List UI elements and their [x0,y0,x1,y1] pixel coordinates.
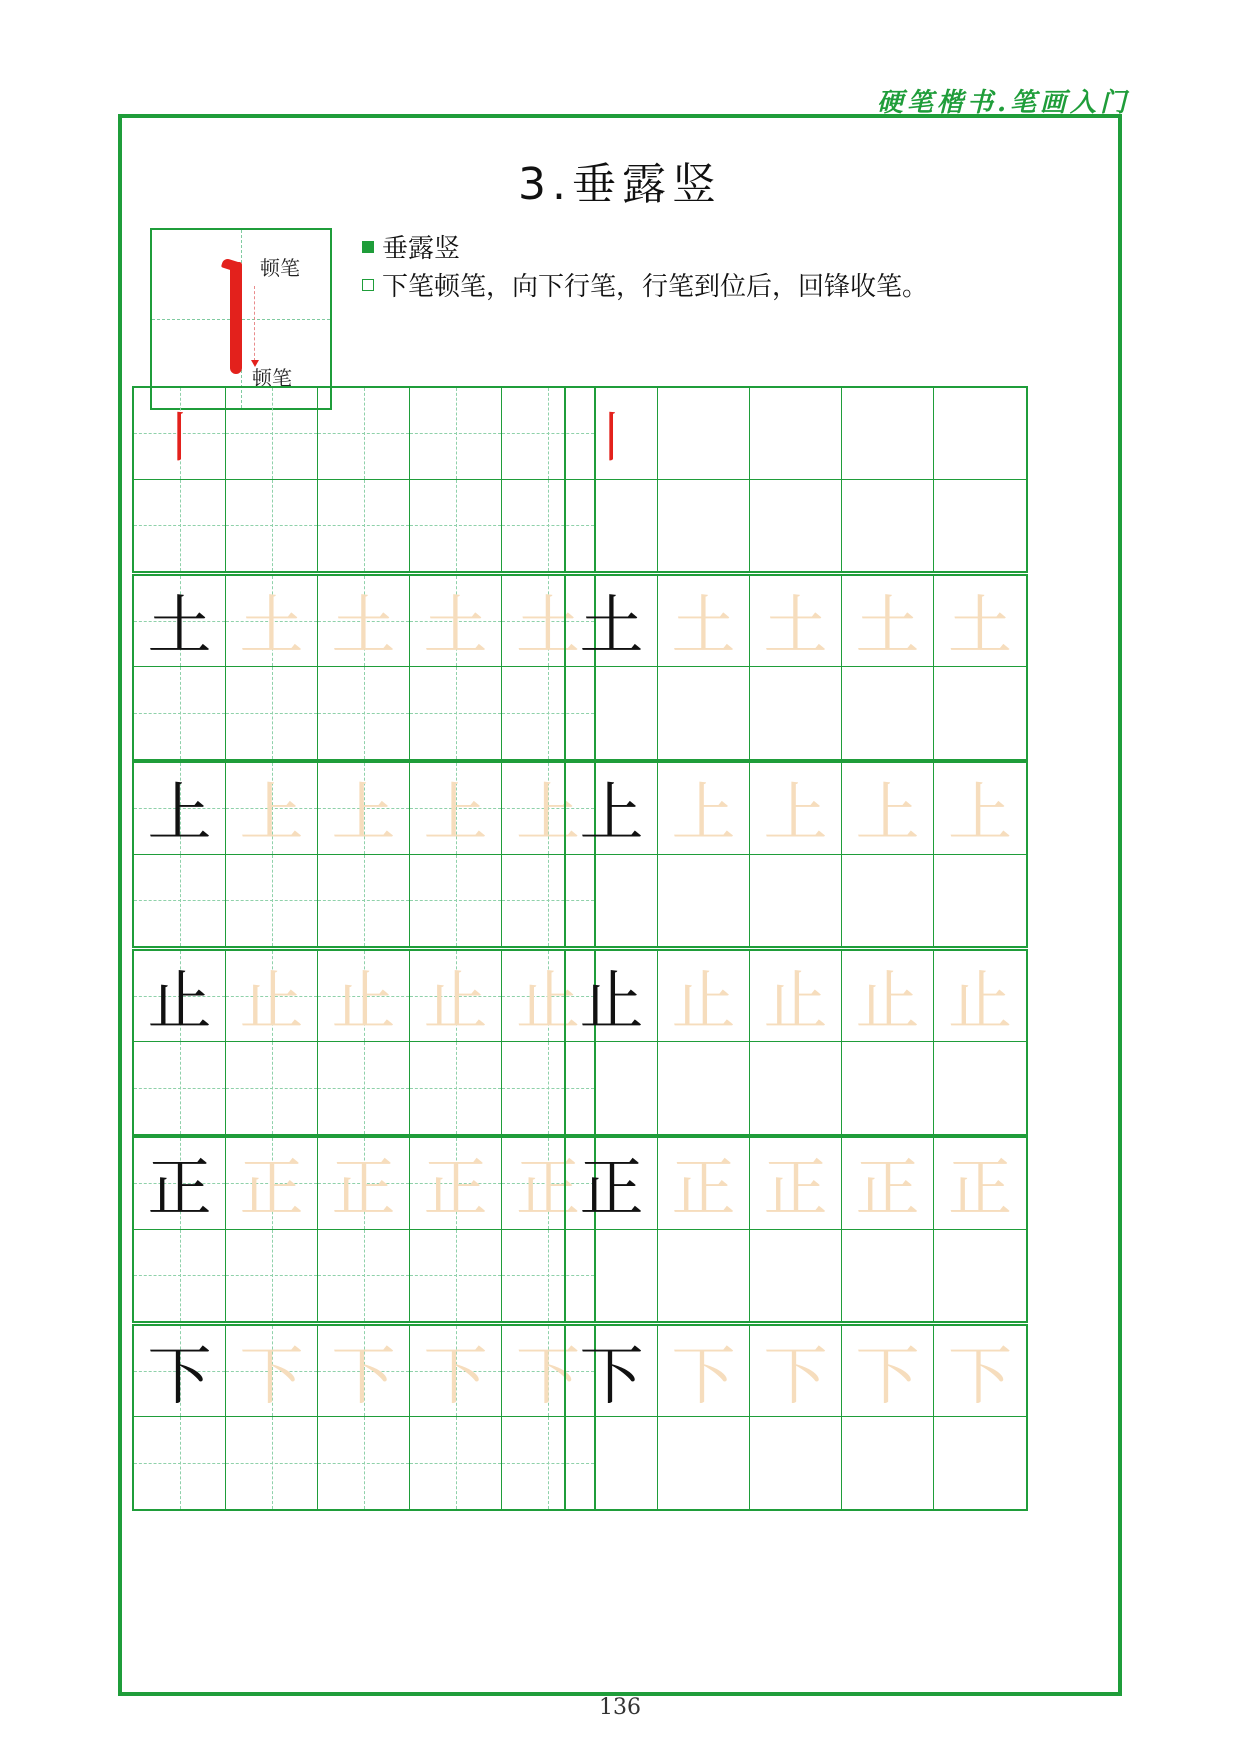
practice-grid [132,949,596,1136]
practice-grid [564,949,1028,1136]
writing-cell[interactable] [842,763,934,855]
writing-cell[interactable] [318,1326,410,1418]
writing-cell[interactable] [226,763,318,855]
writing-cell[interactable] [658,1326,750,1418]
cell-guide-vertical [180,667,181,759]
trace-character: 上 [516,777,580,852]
writing-cell[interactable] [566,1042,658,1134]
cell-guide-vertical [364,1417,365,1509]
writing-cell[interactable] [566,951,658,1043]
writing-cell[interactable] [842,951,934,1043]
writing-cell[interactable] [934,1417,1026,1509]
writing-cell[interactable] [934,1230,1026,1322]
writing-cell[interactable] [658,1138,750,1230]
writing-cell[interactable] [934,1326,1026,1418]
filled-square-icon [362,241,374,253]
cell-guide-vertical [456,667,457,759]
writing-cell[interactable] [226,1230,318,1322]
writing-cell[interactable] [134,1326,226,1418]
writing-cell[interactable] [842,1326,934,1418]
writing-cell[interactable] [318,576,410,668]
writing-cell[interactable] [566,1230,658,1322]
model-character: 土 [579,589,644,664]
practice-grid [564,1324,1028,1511]
writing-cell[interactable] [566,763,658,855]
writing-cell[interactable] [750,855,842,947]
writing-cell[interactable] [934,480,1026,572]
cell-guide-vertical [272,480,273,572]
writing-cell[interactable] [134,855,226,947]
trace-character: 止 [855,964,920,1039]
cell-guide-vertical [272,388,273,479]
writing-cell[interactable] [658,1230,750,1322]
writing-cell[interactable] [134,951,226,1043]
cell-guide-vertical [364,480,365,572]
writing-cell[interactable] [934,576,1026,668]
writing-cell[interactable] [318,855,410,947]
writing-cell[interactable] [658,763,750,855]
writing-cell[interactable] [658,388,750,480]
practice-grid [564,574,1028,761]
writing-cell[interactable] [410,1417,502,1509]
writing-cell[interactable] [410,855,502,947]
writing-cell[interactable] [934,1042,1026,1134]
cell-guide-vertical [456,480,457,572]
trace-character: 止 [671,964,736,1039]
practice-grid [132,386,596,573]
page-number: 136 [599,1695,641,1720]
writing-cell[interactable] [842,1138,934,1230]
trace-character: 正 [671,1152,736,1227]
writing-cell[interactable] [750,667,842,759]
writing-cell[interactable] [750,576,842,668]
writing-cell[interactable] [750,1326,842,1418]
writing-cell[interactable] [226,667,318,759]
writing-cell[interactable] [842,1417,934,1509]
writing-cell[interactable] [566,667,658,759]
writing-cell[interactable] [750,951,842,1043]
trace-character: 上 [948,777,1012,852]
writing-cell[interactable] [566,576,658,668]
trace-character: 下 [671,1339,736,1414]
hollow-square-icon [362,279,374,291]
trace-character: 正 [239,1152,304,1227]
cell-guide-vertical [272,667,273,759]
writing-cell[interactable] [410,388,502,480]
vertical-stroke-demo [230,262,242,374]
trace-character: 下 [331,1339,396,1414]
cell-guide-vertical [456,1042,457,1134]
cell-guide-vertical [548,1417,549,1509]
trace-character: 下 [948,1339,1012,1414]
model-character: 止 [579,964,644,1039]
writing-cell[interactable] [750,1230,842,1322]
trace-character: 上 [331,777,396,852]
stroke-name: 垂露竖 [382,234,461,264]
writing-cell[interactable] [750,1417,842,1509]
writing-cell[interactable] [134,480,226,572]
trace-character: 止 [948,964,1012,1039]
cell-guide-vertical [548,1042,549,1134]
writing-cell[interactable] [658,480,750,572]
writing-cell[interactable] [226,1326,318,1418]
writing-cell[interactable] [934,763,1026,855]
writing-cell[interactable] [318,480,410,572]
writing-cell[interactable] [842,480,934,572]
stroke-demo-box [150,228,332,410]
writing-cell[interactable] [134,1042,226,1134]
trace-character: 止 [331,964,396,1039]
practice-grid [132,1324,596,1511]
writing-cell[interactable] [658,855,750,947]
writing-cell[interactable] [226,1042,318,1134]
model-character: 丨 [152,405,207,469]
trace-character: 上 [423,777,488,852]
trace-character: 上 [239,777,304,852]
cell-guide-vertical [180,480,181,572]
writing-cell[interactable] [318,1138,410,1230]
writing-cell[interactable] [318,1417,410,1509]
writing-cell[interactable] [566,480,658,572]
trace-character: 正 [423,1152,488,1227]
trace-character: 土 [855,589,920,664]
trace-character: 下 [516,1339,580,1414]
practice-grid [564,386,1028,573]
writing-cell[interactable] [934,855,1026,947]
writing-cell[interactable] [842,667,934,759]
cell-guide-vertical [456,388,457,479]
stroke-name-line [362,230,928,268]
practice-grid [132,1136,596,1323]
trace-character: 上 [855,777,920,852]
writing-cell[interactable] [134,576,226,668]
practice-grid [132,761,596,948]
trace-character: 下 [239,1339,304,1414]
stroke-description [362,230,928,306]
writing-cell[interactable] [226,576,318,668]
writing-cell[interactable] [842,1230,934,1322]
writing-cell[interactable] [842,1042,934,1134]
writing-cell[interactable] [750,388,842,480]
practice-grid [132,574,596,761]
writing-cell[interactable] [318,1042,410,1134]
cell-guide-vertical [548,480,549,572]
trace-character: 止 [423,964,488,1039]
model-character: 上 [147,777,212,852]
writing-cell[interactable] [318,1230,410,1322]
model-character: 上 [579,777,644,852]
model-character: 下 [579,1339,644,1414]
model-character: 正 [579,1152,644,1227]
writing-cell[interactable] [934,388,1026,480]
cell-guide-vertical [364,1230,365,1322]
trace-character: 止 [763,964,828,1039]
writing-cell[interactable] [226,951,318,1043]
cell-guide-vertical [548,388,549,479]
cell-guide-vertical [548,1230,549,1322]
practice-grid [564,761,1028,948]
writing-cell[interactable] [226,1417,318,1509]
writing-cell[interactable] [658,1042,750,1134]
writing-cell[interactable] [934,1138,1026,1230]
model-character: 止 [147,964,212,1039]
writing-cell[interactable] [566,388,658,480]
instruction-text: 下笔顿笔，向下行笔，行笔到位后，回锋收笔。 [382,272,929,302]
model-character: 丨 [584,405,639,469]
trace-character: 正 [331,1152,396,1227]
writing-cell[interactable] [566,1326,658,1418]
cell-guide-vertical [272,1042,273,1134]
trace-character: 土 [948,589,1012,664]
cell-guide-vertical [364,855,365,947]
writing-cell[interactable] [410,667,502,759]
writing-cell[interactable] [658,667,750,759]
cell-guide-vertical [364,667,365,759]
page-frame [118,114,1122,1696]
lesson-title: 3.垂露竖 [518,159,722,210]
writing-cell[interactable] [934,951,1026,1043]
writing-cell[interactable] [318,388,410,480]
trace-character: 土 [516,589,580,664]
stroke-direction-arrow-icon [254,286,255,361]
cell-guide-vertical [180,1417,181,1509]
writing-cell[interactable] [134,667,226,759]
writing-cell[interactable] [134,388,226,480]
series-header: 硬笔楷书.笔画入门 [876,88,1130,118]
trace-character: 土 [763,589,828,664]
writing-cell[interactable] [410,480,502,572]
writing-cell[interactable] [842,855,934,947]
writing-cell[interactable] [410,763,502,855]
writing-cell[interactable] [410,576,502,668]
trace-character: 上 [763,777,828,852]
trace-character: 土 [239,589,304,664]
writing-cell[interactable] [750,763,842,855]
writing-cell[interactable] [750,1138,842,1230]
trace-character: 止 [239,964,304,1039]
writing-cell[interactable] [566,1138,658,1230]
cell-guide-vertical [272,855,273,947]
trace-character: 正 [763,1152,828,1227]
writing-cell[interactable] [226,855,318,947]
trace-character: 正 [948,1152,1012,1227]
writing-cell[interactable] [658,951,750,1043]
cell-guide-vertical [180,855,181,947]
cell-guide-vertical [548,667,549,759]
writing-cell[interactable] [750,1042,842,1134]
writing-cell[interactable] [658,1417,750,1509]
model-character: 下 [147,1339,212,1414]
writing-cell[interactable] [134,763,226,855]
writing-cell[interactable] [226,480,318,572]
cell-guide-vertical [364,1042,365,1134]
writing-cell[interactable] [318,667,410,759]
demo-label-bottom: 顿笔 [252,366,292,390]
writing-cell[interactable] [410,1230,502,1322]
writing-cell[interactable] [226,1138,318,1230]
trace-character: 土 [671,589,736,664]
cell-guide-vertical [180,1042,181,1134]
demo-label-top: 顿笔 [260,256,300,280]
cell-guide-vertical [272,1417,273,1509]
writing-cell[interactable] [658,576,750,668]
writing-cell[interactable] [134,1230,226,1322]
writing-cell[interactable] [410,1326,502,1418]
trace-character: 土 [423,589,488,664]
writing-cell[interactable] [134,1138,226,1230]
writing-cell[interactable] [566,855,658,947]
trace-character: 下 [763,1339,828,1414]
trace-character: 上 [671,777,736,852]
cell-guide-vertical [364,388,365,479]
trace-character: 土 [331,589,396,664]
writing-cell[interactable] [842,576,934,668]
writing-cell[interactable] [566,1417,658,1509]
cell-guide-vertical [456,1417,457,1509]
model-character: 土 [147,589,212,664]
cell-guide-vertical [456,855,457,947]
trace-character: 下 [423,1339,488,1414]
cell-guide-vertical [180,1230,181,1322]
writing-cell[interactable] [842,388,934,480]
writing-cell[interactable] [318,763,410,855]
practice-grid [564,1136,1028,1323]
trace-character: 正 [855,1152,920,1227]
writing-cell[interactable] [934,667,1026,759]
writing-cell[interactable] [410,951,502,1043]
cell-guide-vertical [548,855,549,947]
writing-cell[interactable] [410,1138,502,1230]
model-character: 正 [147,1152,212,1227]
writing-cell[interactable] [226,388,318,480]
writing-cell[interactable] [410,1042,502,1134]
instruction-line [362,268,928,306]
writing-cell[interactable] [134,1417,226,1509]
cell-guide-vertical [456,1230,457,1322]
trace-character: 止 [516,964,580,1039]
cell-guide-vertical [272,1230,273,1322]
writing-cell[interactable] [318,951,410,1043]
writing-cell[interactable] [750,480,842,572]
trace-character: 正 [516,1152,580,1227]
trace-character: 下 [855,1339,920,1414]
